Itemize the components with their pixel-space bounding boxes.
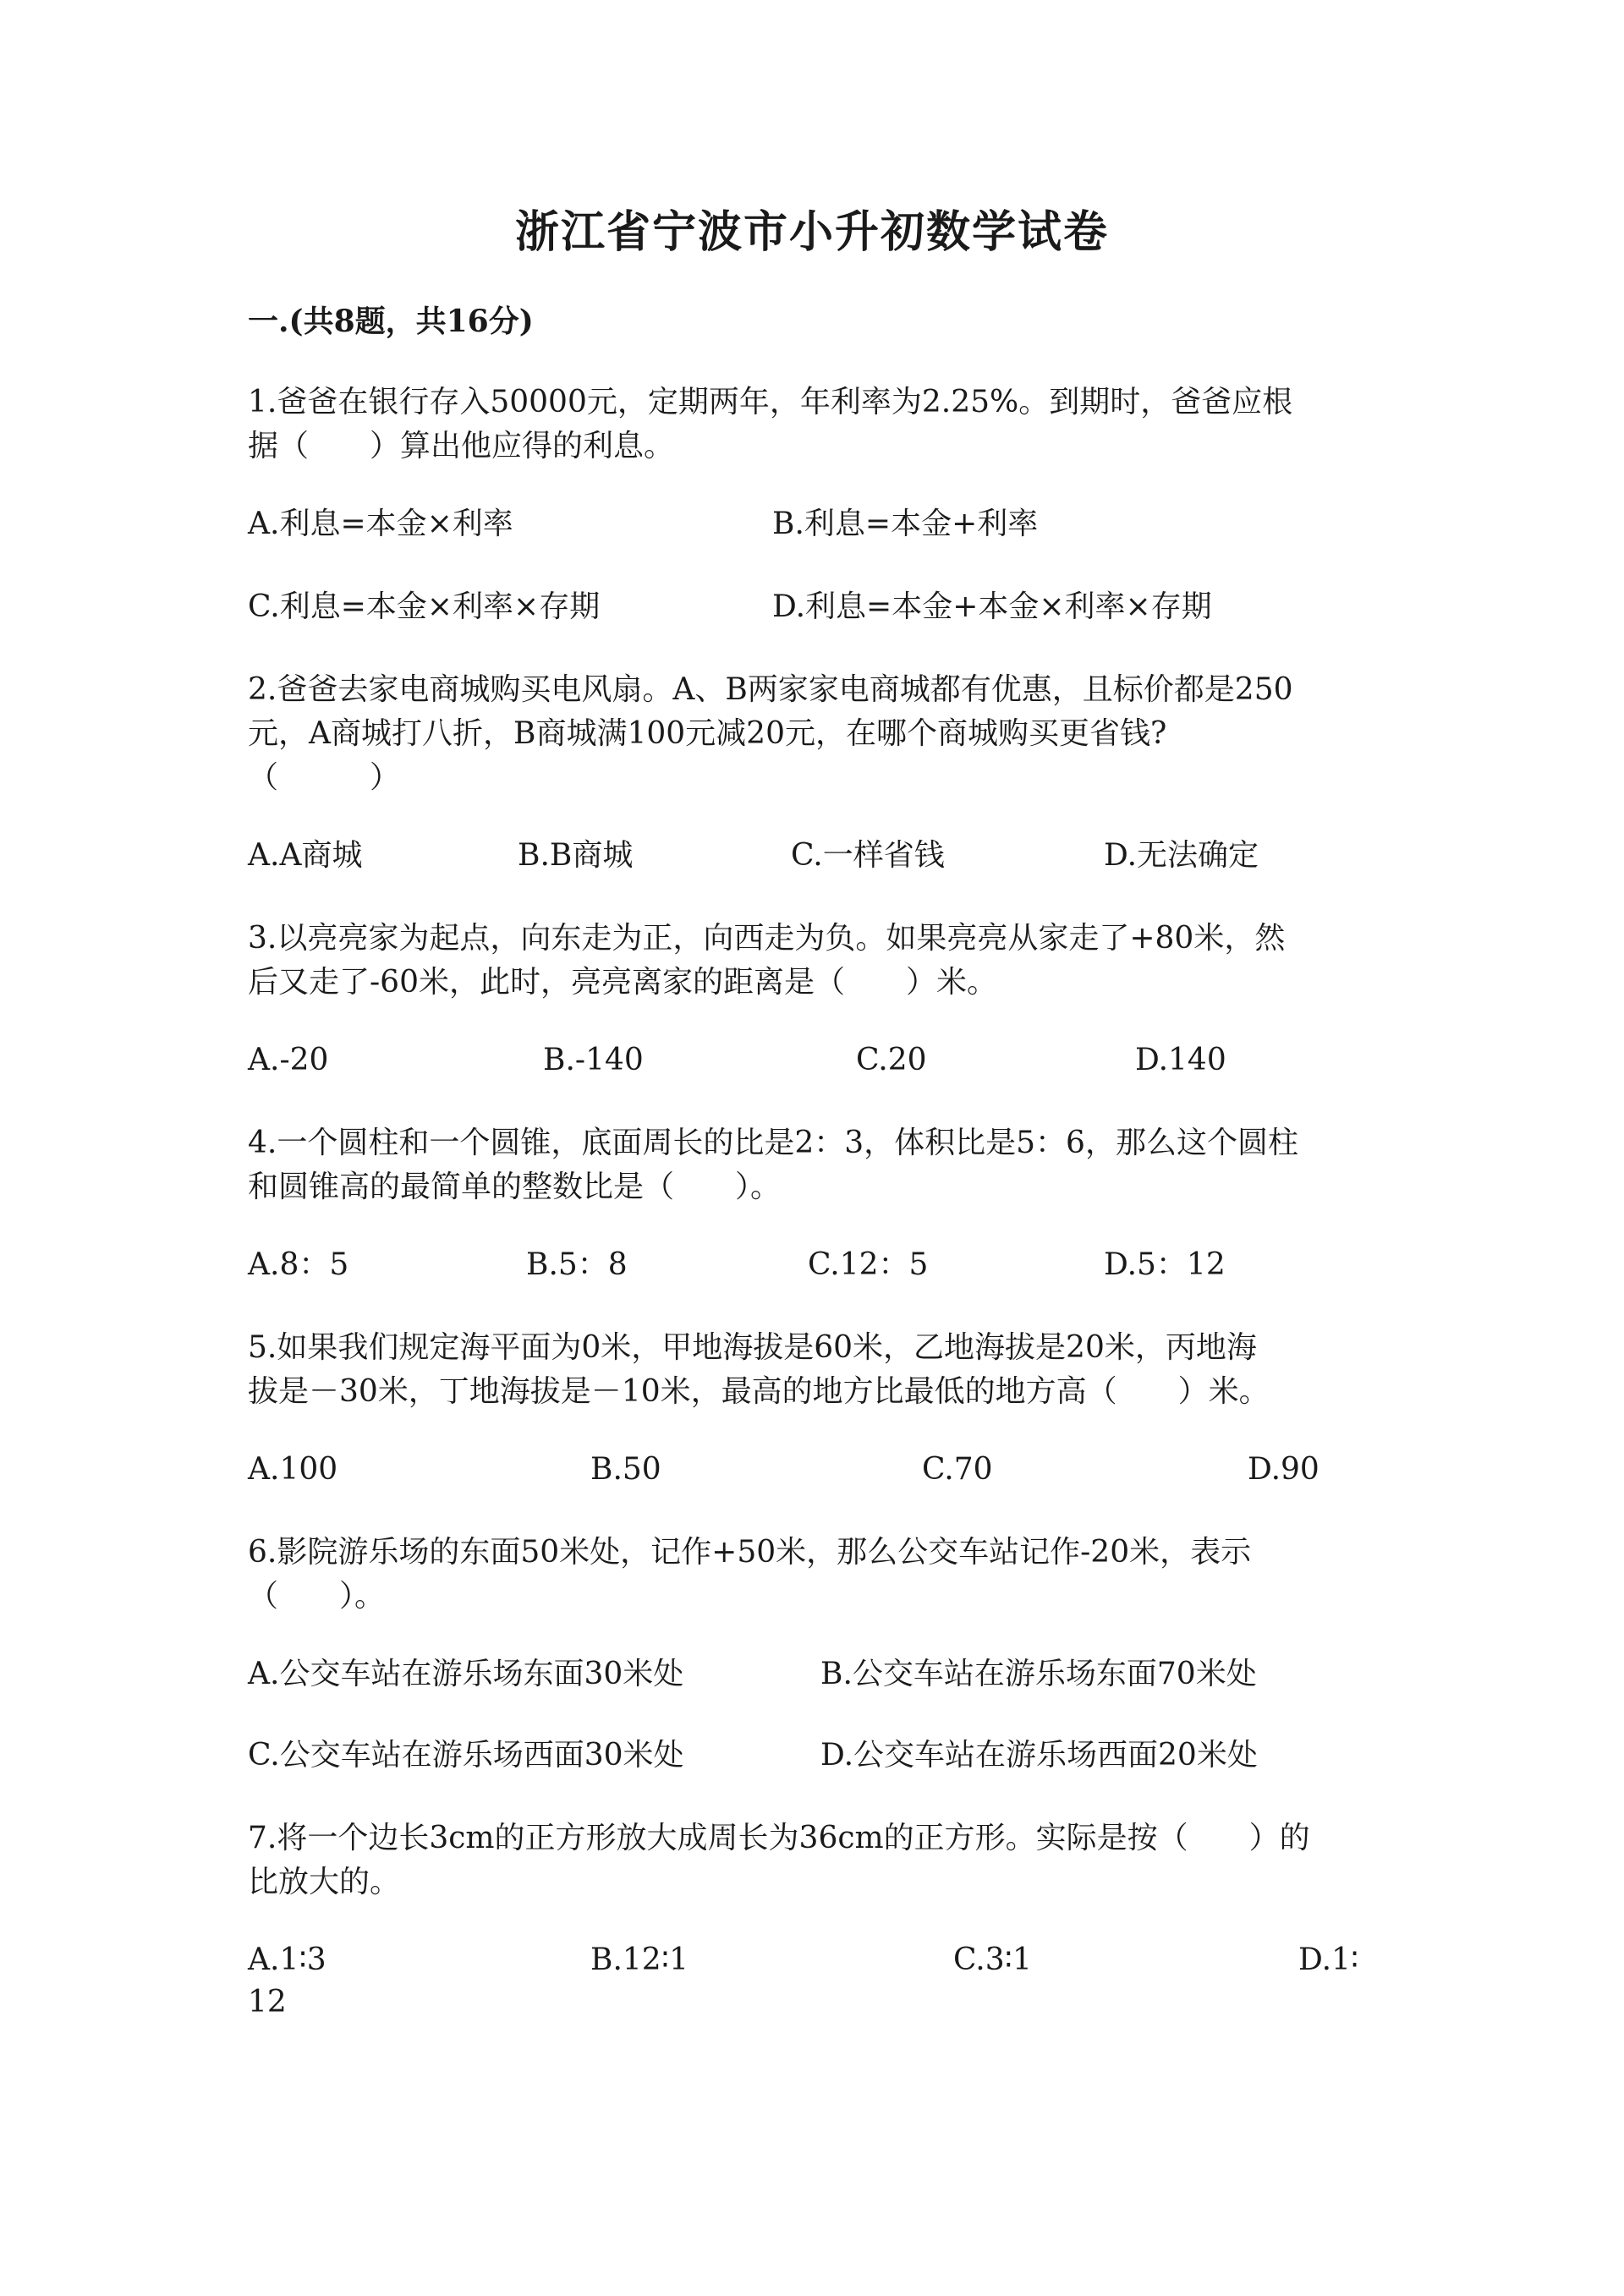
- question-1-option-c: C.利息=本金×利率×存期: [248, 589, 601, 624]
- question-4-option-c: C.12：5: [808, 1247, 929, 1282]
- question-5-option-c: C.70: [922, 1452, 993, 1487]
- question-5-option-d: D.90: [1248, 1452, 1320, 1487]
- question-stem-3: 3.以亮亮家为起点，向东走为正，向西走为负。如果亮亮从家走了+80米，然 后又走了-60米，此时，亮亮离家的距离是（ ）米。: [248, 921, 1286, 1000]
- question-7-option-d: D.1∶: [1298, 1943, 1359, 1977]
- page-title: 浙江省宁波市小升初数学试卷: [514, 206, 1109, 258]
- question-7-option-b: B.12∶1: [590, 1943, 689, 1977]
- question-stem-2: 2.爸爸去家电商城购买电风扇。A、B两家家电商城都有优惠，且标价都是250 元，A商城打八折，B商城满100元减20元，在哪个商城购买更省钱? （ ）: [248, 672, 1293, 795]
- question-4-option-b: B.5：8: [526, 1247, 628, 1282]
- question-4-option-a: A.8：5: [248, 1247, 349, 1282]
- question-3-option-b: B.-140: [543, 1043, 644, 1077]
- question-7-option-c: C.3∶1: [953, 1943, 1032, 1977]
- question-stem-5: 5.如果我们规定海平面为0米，甲地海拔是60米，乙地海拔是20米，丙地海 拔是－30米，丁地海拔是－10米，最高的地方比最低的地方高（ ）米。: [248, 1330, 1270, 1409]
- question-stem-4: 4.一个圆柱和一个圆锥，底面周长的比是2：3，体积比是5：6，那么这个圆柱 和圆锥高的最简单的整数比是（ ）。: [248, 1126, 1298, 1204]
- question-5-option-a: A.100: [248, 1452, 338, 1487]
- question-7-option-a: A.1∶3: [248, 1943, 326, 1977]
- question-stem-1: 1.爸爸在银行存入50000元，定期两年，年利率为2.25%。到期时，爸爸应根 据（ ）算出他应得的利息。: [248, 385, 1293, 463]
- question-1-option-d: D.利息=本金+本金×利率×存期: [772, 589, 1212, 624]
- question-stem-6: 6.影院游乐场的东面50米处，记作+50米，那么公交车站记作-20米，表示 （ ）。: [248, 1535, 1252, 1614]
- question-6-option-d: D.公交车站在游乐场西面20米处: [820, 1738, 1258, 1773]
- question-1-option-b: B.利息=本金+利率: [772, 507, 1039, 541]
- question-6-option-c: C.公交车站在游乐场西面30米处: [248, 1738, 684, 1773]
- question-3-option-c: C.20: [856, 1043, 927, 1077]
- question-4-option-d: D.5：12: [1104, 1247, 1226, 1282]
- question-6-option-a: A.公交车站在游乐场东面30米处: [248, 1657, 684, 1691]
- question-2-option-d: D.无法确定: [1104, 838, 1259, 873]
- question-3-option-a: A.-20: [248, 1043, 329, 1077]
- question-2-option-b: B.B商城: [518, 838, 634, 873]
- question-2-option-c: C.一样省钱: [791, 838, 945, 873]
- question-stem-7: 7.将一个边长3cm的正方形放大成周长为36cm的正方形。实际是按（ ）的 比放大的。: [248, 1821, 1310, 1899]
- question-6-option-b: B.公交车站在游乐场东面70米处: [820, 1657, 1257, 1691]
- question-2-option-a: A.A商城: [248, 838, 363, 873]
- question-7-option-d-wrap: 12: [248, 1985, 287, 2019]
- section-heading: 一.(共8题，共16分): [248, 304, 534, 339]
- question-3-option-d: D.140: [1135, 1043, 1226, 1077]
- question-5-option-b: B.50: [590, 1452, 661, 1487]
- question-1-option-a: A.利息=本金×利率: [248, 507, 513, 541]
